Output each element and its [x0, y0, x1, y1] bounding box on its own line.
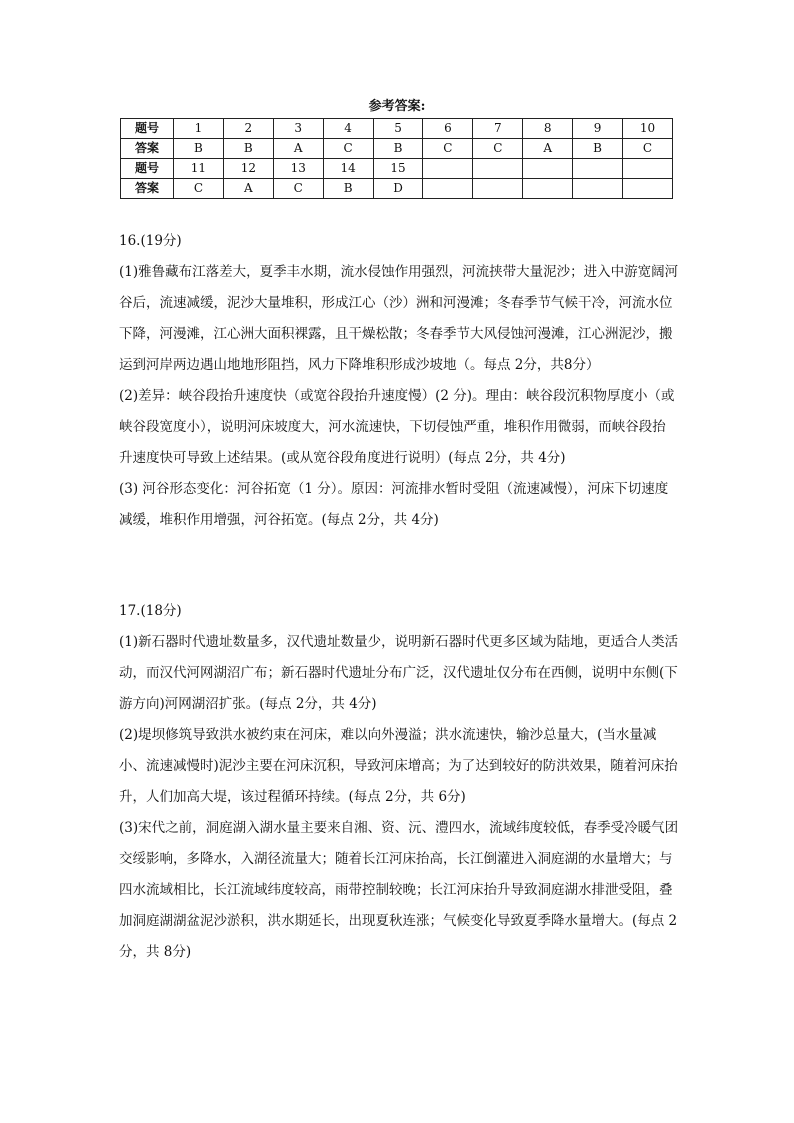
table-cell [523, 159, 573, 179]
table-cell: C [473, 139, 523, 159]
question-16-heading: 16.(19分) [119, 233, 182, 249]
row-label: 答案 [121, 139, 174, 159]
question-17-part-2: (2)堤坝修筑导致洪水被约束在河床，难以向外漫溢；洪水流速快，输沙总量大，(当水量减小、流速减慢时)泥沙主要在河床沉积，导致河床增高；为了达到较好的防洪效果，随着河床抬升，人们加高大堤，该过程循环持续。(每点 2分，共 6分) [119, 727, 678, 805]
question-17-part-3: (3)宋代之前，洞庭湖入湖水量主要来自湘、资、沅、澧四水，流域纬度较低，春季受冷暖气团交绥影响，多降水，入湖径流量大；随着长江河床抬高，长江倒灌进入洞庭湖的水量增大；与四水流域相比，长江流域纬度较高，雨带控制较晚；长江河床抬升导致洞庭湖水排泄受阻，叠加洞庭湖湖盆泥沙淤积，洪水期延长，出现夏秋连涨；气候变化导致夏季降水量增大。(每点 2分，共 8分) [119, 820, 679, 960]
table-cell: 14 [323, 159, 373, 179]
table-cell: A [223, 179, 273, 199]
table-cell [473, 159, 523, 179]
table-cell [623, 179, 673, 199]
table-cell [573, 159, 623, 179]
table-cell: 15 [373, 159, 423, 179]
table-row [121, 139, 673, 159]
table-cell [523, 179, 573, 199]
table-cell: 12 [223, 159, 273, 179]
question-16-answer [119, 226, 679, 536]
answer-key-title: 参考答案: [368, 99, 426, 114]
question-16-part-3: (3) 河谷形态变化：河谷拓宽（1 分）。原因：河流排水暂时受阻（流速减慢），河床下切速度减缓，堆积作用增强，河谷拓宽。(每点 2分，共 4分) [119, 481, 669, 528]
table-row [121, 119, 673, 139]
table-cell: C [273, 179, 323, 199]
table-cell: C [323, 139, 373, 159]
table-cell: 6 [423, 119, 473, 139]
row-label: 答案 [121, 179, 174, 199]
question-17-heading: 17.(18分) [119, 603, 182, 619]
table-cell: 11 [174, 159, 224, 179]
table-cell [573, 179, 623, 199]
question-16-part-2: (2)差异：峡谷段抬升速度快（或宽谷段抬升速度慢）(2 分)。理由：峡谷段沉积物厚度小（或峡谷段宽度小），说明河床坡度大，河水流速快，下切侵蚀严重，堆积作用微弱，而峡谷段抬升速度快可导致上述结果。(或从宽谷段角度进行说明）(每点 2分，共 4分) [119, 388, 675, 466]
table-row [121, 179, 673, 199]
table-cell: B [373, 139, 423, 159]
table-cell: 5 [373, 119, 423, 139]
table-cell: C [423, 139, 473, 159]
question-17-part-1: (1)新石器时代遗址数量多，汉代遗址数量少，说明新石器时代更多区域为陆地，更适合人类活动，而汉代河网湖沼广布；新石器时代遗址分布广泛，汉代遗址仅分布在西侧，说明中东侧(下游方向)河网湖沼扩张。(每点 2分，共 4分) [119, 634, 679, 712]
table-cell: A [273, 139, 323, 159]
question-16-part-1: (1)雅鲁藏布江落差大，夏季丰水期，流水侵蚀作用强烈，河流挟带大量泥沙；进入中游宽阔河谷后，流速减缓，泥沙大量堆积，形成江心（沙）洲和河漫滩；冬春季节气候干冷，河流水位下降，河漫滩，江心洲大面积裸露，且干燥松散；冬春季节大风侵蚀河漫滩，江心洲泥沙，搬运到河岸两边遇山地地形阻挡，风力下降堆积形成沙坡地（。每点 2分，共8分） [119, 264, 679, 373]
table-cell: B [174, 139, 224, 159]
table-cell: 8 [523, 119, 573, 139]
table-cell: B [223, 139, 273, 159]
row-label: 题号 [121, 119, 174, 139]
table-cell [423, 159, 473, 179]
table-cell: 10 [623, 119, 673, 139]
table-cell: 3 [273, 119, 323, 139]
table-cell [623, 159, 673, 179]
table-cell: A [523, 139, 573, 159]
table-cell: C [174, 179, 224, 199]
table-cell: B [323, 179, 373, 199]
table-cell: C [623, 139, 673, 159]
table-cell: 4 [323, 119, 373, 139]
table-cell: D [373, 179, 423, 199]
table-cell: 13 [273, 159, 323, 179]
table-cell [423, 179, 473, 199]
question-17-answer [119, 596, 679, 968]
table-row [121, 159, 673, 179]
table-cell [473, 179, 523, 199]
table-cell: 2 [223, 119, 273, 139]
table-cell: 1 [174, 119, 224, 139]
table-cell: 7 [473, 119, 523, 139]
table-cell: 9 [573, 119, 623, 139]
answer-key-table [120, 118, 673, 199]
row-label: 题号 [121, 159, 174, 179]
table-cell: B [573, 139, 623, 159]
